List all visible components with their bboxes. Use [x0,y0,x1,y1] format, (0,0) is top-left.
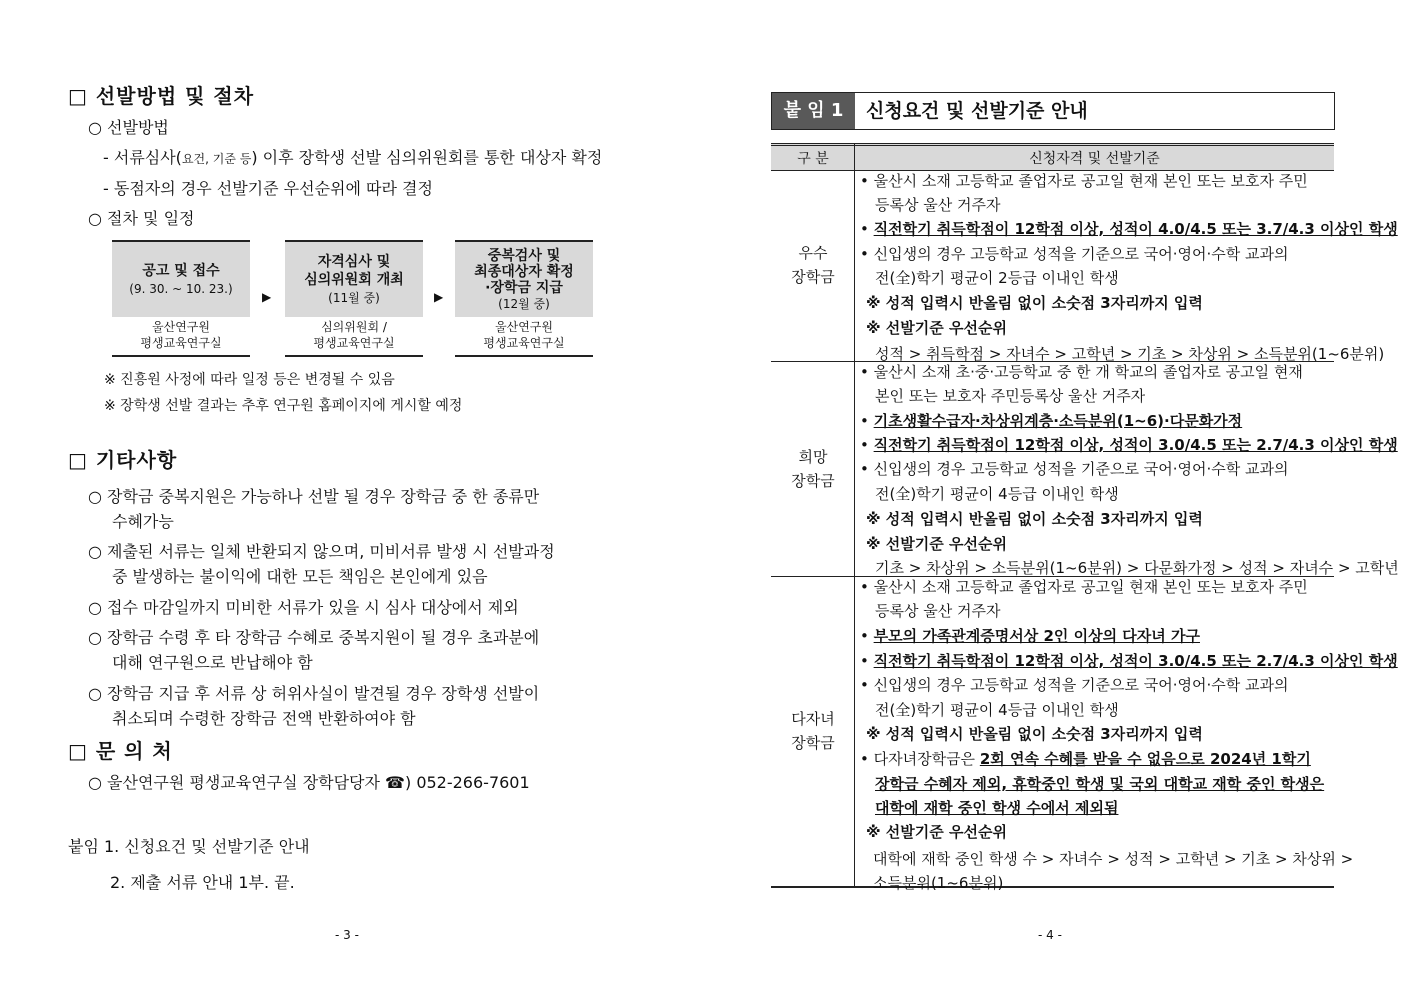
priority-order: 소득분위(1~6분위) [873,874,1004,892]
step-date: (9. 30. ~ 10. 23.) [129,281,233,296]
header-category: 구 분 [797,151,829,167]
criteria-line: • 다자녀장학금은 2회 연속 수혜를 받을 수 없음으로 2024년 1학기 [860,750,1311,768]
criteria-line: • 기초생활수급자·차상위계층·소득분위(1~6)·다문화가정 [860,412,1243,430]
page-number-right: - 4 - [1038,928,1062,942]
etc-item-5: ○ 장학금 지급 후 서류 상 허위사실이 발견될 경우 장학생 선발이 취소되며 수령한 장학금 전액 반환하여야 함 [88,684,540,728]
criteria-line: • 울산시 소재 초·중·고등학교 중 한 개 학교의 졸업자로 공고일 현재 [860,363,1303,381]
criteria-line: 대학에 재학 중인 학생 수에서 제외됨 [875,799,1119,817]
criteria-line: 전(全)학기 평균이 4등급 이내인 학생 [875,701,1119,719]
etc-item-1: ○ 장학금 중복지원은 가능하나 선발 될 경우 장학금 중 한 종류만 수혜가능 [88,487,540,531]
criteria-line: 등록상 울산 거주자 [875,602,1001,620]
page-title: 신청요건 및 선발기준 안내 [866,100,1088,122]
attachment-1: 붙임 1. 신청요건 및 선발기준 안내 [68,837,310,856]
method-heading: ○ 선발방법 [88,118,169,137]
criteria-line: 본인 또는 보호자 주민등록상 울산 거주자 [875,387,1146,405]
step-owner-1: 울산연구원 평생교육연구실 [112,317,250,357]
criteria-line: 전(全)학기 평균이 2등급 이내인 학생 [875,269,1119,287]
section-title-contact: □ 문 의 처 [68,739,173,763]
priority-order: 성적 > 취득학점 > 자녀수 > 고학년 > 기초 > 차상위 > 소득분위(1~6분위) [875,345,1385,363]
criteria-line: 장학금 수혜자 제외, 휴학중인 학생 및 국외 대학교 재학 중인 학생은 [875,775,1325,793]
criteria-line: 전(全)학기 평균이 4등급 이내인 학생 [875,485,1119,503]
section-title-etc: □ 기타사항 [68,448,178,472]
method-line-2: - 동점자의 경우 선발기준 우선순위에 따라 결정 [103,179,433,198]
procedure-heading: ○ 절차 및 일정 [88,209,195,228]
priority-order: 기초 > 차상위 > 소득분위(1~6분위) > 다문화가정 > 성적 > 자녀수 > 고학년 [875,559,1399,577]
criteria-note: ※ 선발기준 우선순위 [866,319,1007,337]
criteria-line: • 신입생의 경우 고등학교 성적을 기준으로 국어·영어·수학 교과의 [860,676,1289,694]
criteria-note: ※ 성적 입력시 반올림 없이 소숫점 3자리까지 입력 [866,510,1203,528]
arrow-icon: ▶ [262,290,272,304]
priority-order: 대학에 재학 중인 학생 수 > 자녀수 > 성적 > 고학년 > 기초 > 차상위 > [873,850,1354,868]
etc-item-4: ○ 장학금 수령 후 타 장학금 수혜로 중복지원이 될 경우 초과분에 대해 연구원으로 반납해야 함 [88,628,540,672]
title-bar [771,92,1335,130]
section-title-selection: □ 선발방법 및 절차 [68,84,255,108]
attachment-badge: 붙 임 1 [772,93,855,129]
step-title: 자격심사 및 심의위원회 개최 [304,253,404,288]
step-date: (11월 중) [328,290,380,305]
category-multichild: 다자녀 장학금 [791,710,835,752]
step-owner-2: 심의위원회 / 평생교육연구실 [285,317,423,357]
criteria-line: • 울산시 소재 고등학교 졸업자로 공고일 현재 본인 또는 보호자 주민 [860,172,1308,190]
step-title: 공고 및 접수 [142,262,220,279]
category-excellent: 우수 장학금 [791,244,835,286]
criteria-line: • 신입생의 경우 고등학교 성적을 기준으로 국어·영어·수학 교과의 [860,245,1289,263]
criteria-note: ※ 성적 입력시 반올림 없이 소숫점 3자리까지 입력 [866,725,1203,743]
arrow-icon: ▶ [434,290,444,304]
etc-item-2: ○ 제출된 서류는 일체 반환되지 않으며, 미비서류 발생 시 선발과정 중 발생하는 불이익에 대한 모든 책임은 본인에게 있음 [88,542,555,586]
category-hope: 희망 장학금 [791,448,835,490]
etc-item-3: ○ 접수 마감일까지 미비한 서류가 있을 시 심사 대상에서 제외 [88,598,519,617]
step-title: 중복검사 및 최종대상자 확정 ·장학금 지급 [474,247,574,296]
criteria-note: ※ 성적 입력시 반올림 없이 소숫점 3자리까지 입력 [866,294,1203,312]
step-date: (12월 중) [498,296,550,311]
table-bottom [771,886,1334,888]
note-schedule: ※ 진흥원 사정에 따라 일정 등은 변경될 수 있음 [104,372,395,388]
contact-line: ○ 울산연구원 평생교육연구실 장학담당자 ☎) 052-266-7601 [88,773,530,792]
criteria-line: • 신입생의 경우 고등학교 성적을 기준으로 국어·영어·수학 교과의 [860,460,1289,478]
step-owner-3: 울산연구원 평생교육연구실 [455,317,593,357]
criteria-line: • 울산시 소재 고등학교 졸업자로 공고일 현재 본인 또는 보호자 주민 [860,578,1308,596]
page-number-left: - 3 - [335,928,359,942]
method-line-1: - 서류심사(요건, 기준 등) 이후 장학생 선발 심의위원회를 통한 대상자 확정 [103,148,603,167]
attachment-2: 2. 제출 서류 안내 1부. 끝. [110,873,295,892]
criteria-note: ※ 선발기준 우선순위 [866,823,1007,841]
criteria-line: • 직전학기 취득학점이 12학점 이상, 성적이 3.0/4.5 또는 2.7/4.3 이상인 학생 [860,436,1398,454]
step-box-2 [285,240,423,317]
step-box-3 [455,240,593,317]
criteria-line: • 직전학기 취득학점이 12학점 이상, 성적이 4.0/4.5 또는 3.7/4.3 이상인 학생 [860,220,1398,238]
note-results: ※ 장학생 선발 결과는 추후 연구원 홈페이지에 게시할 예정 [104,398,463,414]
criteria-line: 등록상 울산 거주자 [875,196,1001,214]
header-criteria: 신청자격 및 선발기준 [1029,151,1160,167]
criteria-line: • 부모의 가족관계증명서상 2인 이상의 다자녀 가구 [860,627,1200,645]
criteria-note: ※ 선발기준 우선순위 [866,535,1007,553]
step-box-1 [112,240,250,317]
criteria-line: • 직전학기 취득학점이 12학점 이상, 성적이 3.0/4.5 또는 2.7/4.3 이상인 학생 [860,652,1398,670]
